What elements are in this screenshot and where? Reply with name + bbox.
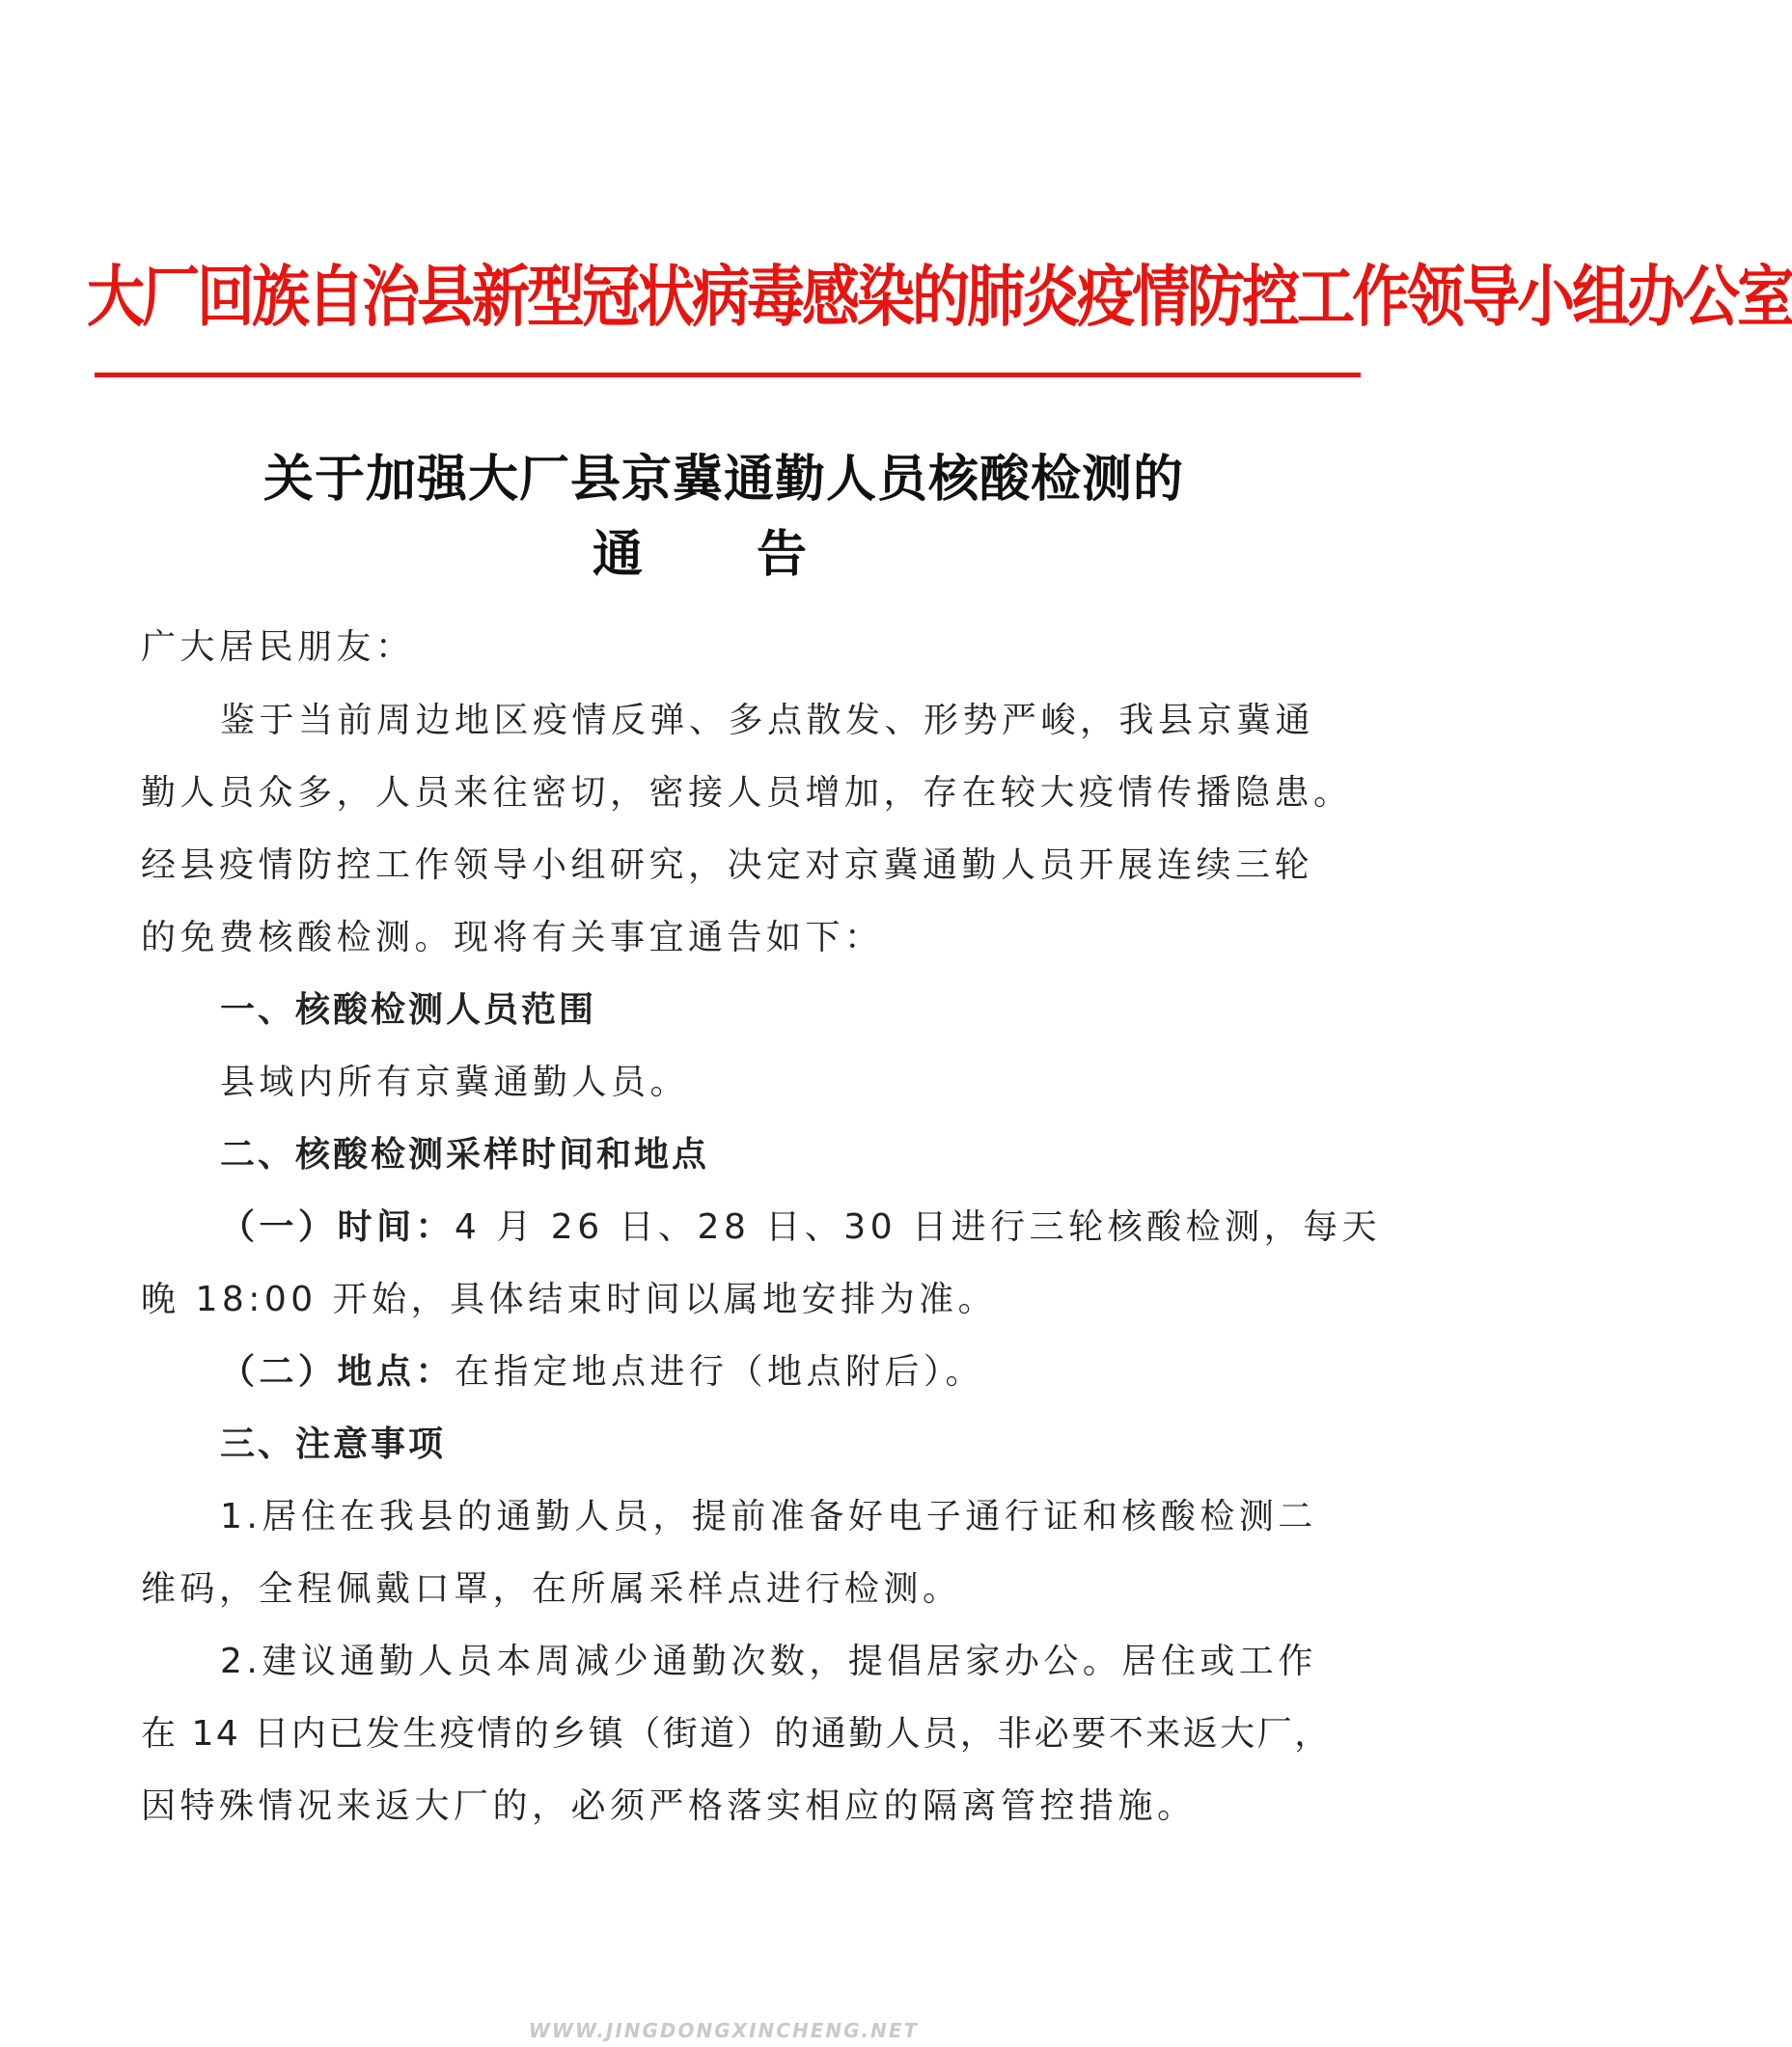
paragraph-line: 1.居住在我县的通勤人员，提前准备好电子通行证和核酸检测二 — [220, 1497, 1317, 1536]
paragraph-line: 经县疫情防控工作领导小组研究，决定对京冀通勤人员开展连续三轮 — [141, 845, 1314, 885]
red-header-rule — [95, 373, 1361, 377]
notice-title: 关于加强大厂县京冀通勤人员核酸检测的 — [262, 450, 1184, 509]
section-heading: 三、注意事项 — [220, 1425, 447, 1464]
paragraph-line: 的免费核酸检测。现将有关事宜通告如下： — [141, 918, 884, 957]
paragraph-line: 晚 18:00 开始，具体结束时间以属地安排为准。 — [141, 1280, 998, 1319]
paragraph-line: 勤人员众多，人员来往密切，密接人员增加，存在较大疫情传播隐患。 — [141, 773, 1353, 813]
section-heading: 二、核酸检测采样时间和地点 — [220, 1135, 710, 1175]
subsection-line — [220, 1344, 984, 1394]
paragraph-line: 因特殊情况来返大厂的，必须严格落实相应的隔离管控措施。 — [141, 1786, 1197, 1826]
subsection-label: （二）地点： — [220, 1352, 455, 1392]
site-watermark: WWW.JINGDONGXINCHENG.NET — [528, 2019, 920, 2042]
issuing-office-header: 大厂回族自治县新型冠状病毒感染的肺炎疫情防控工作领导小组办公室 — [87, 258, 1792, 337]
salutation: 广大居民朋友： — [141, 627, 415, 667]
paragraph-line: 2.建议通勤人员本周减少通勤次数，提倡居家办公。居住或工作 — [220, 1642, 1317, 1681]
paragraph-line: 在 14 日内已发生疫情的乡镇（街道）的通勤人员，非必要不来返大厂， — [141, 1714, 1332, 1754]
paragraph-line: 县域内所有京冀通勤人员。 — [220, 1063, 690, 1102]
paragraph-line: 鉴于当前周边地区疫情反弹、多点散发、形势严峻，我县京冀通 — [220, 701, 1315, 740]
subsection-label: （一）时间： — [220, 1207, 455, 1247]
paragraph-line: 维码，全程佩戴口罩，在所属采样点进行检测。 — [141, 1569, 962, 1609]
subsection-line — [220, 1200, 1381, 1249]
notice-title-subline: 通 告 — [592, 525, 856, 584]
section-heading: 一、核酸检测人员范围 — [220, 990, 597, 1030]
subsection-text: 在指定地点进行（地点附后）。 — [455, 1352, 985, 1392]
subsection-text: 4 月 26 日、28 日、30 日进行三轮核酸检测，每天 — [455, 1207, 1382, 1247]
